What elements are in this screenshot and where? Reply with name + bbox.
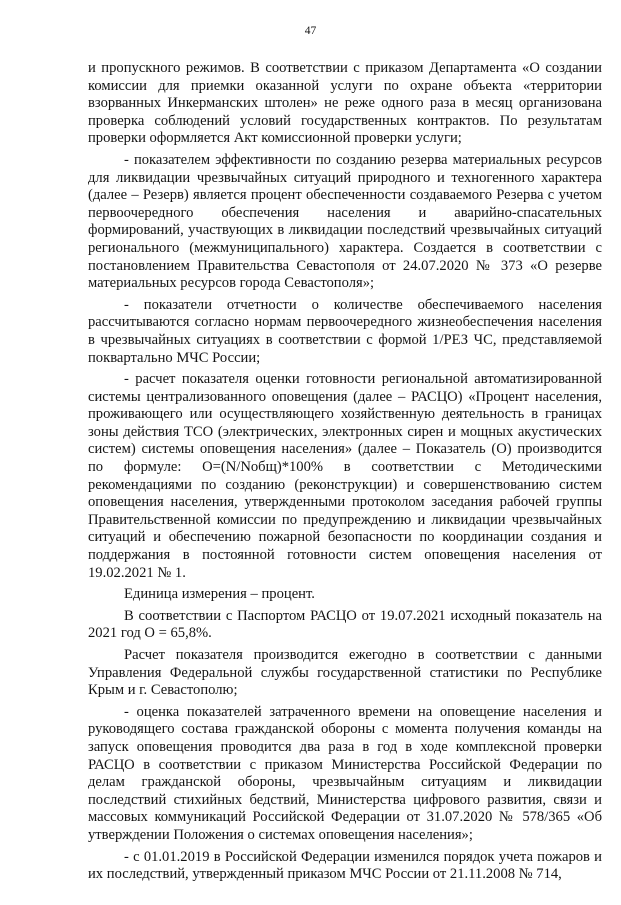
paragraph-rasco-passport: В соответствии с Паспортом РАСЦО от 19.07.2021 исходный показатель на 2021 год О = 65,8%. xyxy=(88,607,602,642)
paragraph-reserve-efficiency: - показателем эффективности по созданию резерва материальных ресурсов для ликвидации чрезвычайных ситуаций природного и техногенного характера (далее – Резерв) является процент обеспеченности создаваемого Резерва с учетом первоочередного обеспечения населения и аварийно-спасательных формирований, участвующих в ликвидации последствий чрезвычайных ситуаций регионального (межмуниципального) характера. Создается в соответствии с постановлением Правительства Севастополя от 24.07.2020 № 373 «О резерве материальных ресурсов города Севастополя»; xyxy=(88,151,602,292)
paragraph-unit-of-measure: Единица измерения – процент. xyxy=(124,586,315,603)
paragraph-escort-regime: и пропускного режимов. В соответствии с приказом Департамента «О создании комиссии для приемки оказанной услуги по охране объекта «территории взорванных Инкерманских штолен» не реже одного раза в месяц организована проверка соблюдений условий государственных контрактов. По результатам проверки оформляется Акт комиссионной проверки услуги; xyxy=(88,60,602,147)
paragraph-annual-calculation: Расчет показателя производится ежегодно в соответствии с данными Управления Федеральной службы государственной статистики по Республике Крым и г. Севастополю; xyxy=(88,647,602,699)
page-number: 47 xyxy=(304,25,317,37)
paragraph-rasco-readiness: - расчет показателя оценки готовности региональной автоматизированной системы централизованного оповещения (далее – РАСЦО) «Процент населения, проживающего или осуществляющего хозяйственную деятельность в границах зоны действия ТСО (электрических, электронных сирен и мощных акустических систем) системы оповещения населения» (далее – Показатель (О) производится по формуле: О=(N/Nобщ)*100% в соответствии с Методическими рекомендациями по созданию (реконструкции) и совершенствованию систем оповещения населения, утвержденными протоколом заседания рабочей группы Правительственной комиссии по предупреждению и ликвидации чрезвычайных ситуаций и обеспечению пожарной безопасности по координации создания и поддержания в постоянной готовности систем оповещения населения от 19.02.2021 № 1. xyxy=(88,371,602,581)
text-body xyxy=(88,60,602,888)
paragraph-fire-accounting: - с 01.01.2019 в Российской Федерации изменился порядок учета пожаров и их последствий, утвержденный приказом МЧС России от 21.11.2008 № 714, xyxy=(88,848,602,883)
paragraph-notification-time: - оценка показателей затраченного времени на оповещение населения и руководящего состава гражданской обороны с момента получения команды на запуск оповещения проводится два раза в год в ходе комплексной проверки РАСЦО в соответствии с приказом Министерства Российской Федерации по делам гражданской обороны, чрезвычайным ситуациям и ликвидации последствий стихийных бедствий, Министерства цифрового развития, связи и массовых коммуникаций Российской Федерации от 31.07.2020 № 578/365 «Об утверждении Положения о системах оповещения населения»; xyxy=(88,703,602,843)
paragraph-reporting-indicators: - показатели отчетности о количестве обеспечиваемого населения рассчитываются согласно нормам первоочередного жизнеобеспечения населения в чрезвычайных ситуациях в соответствии с формой 1/РЕЗ ЧС, представляемой поквартально МЧС России; xyxy=(88,296,602,366)
